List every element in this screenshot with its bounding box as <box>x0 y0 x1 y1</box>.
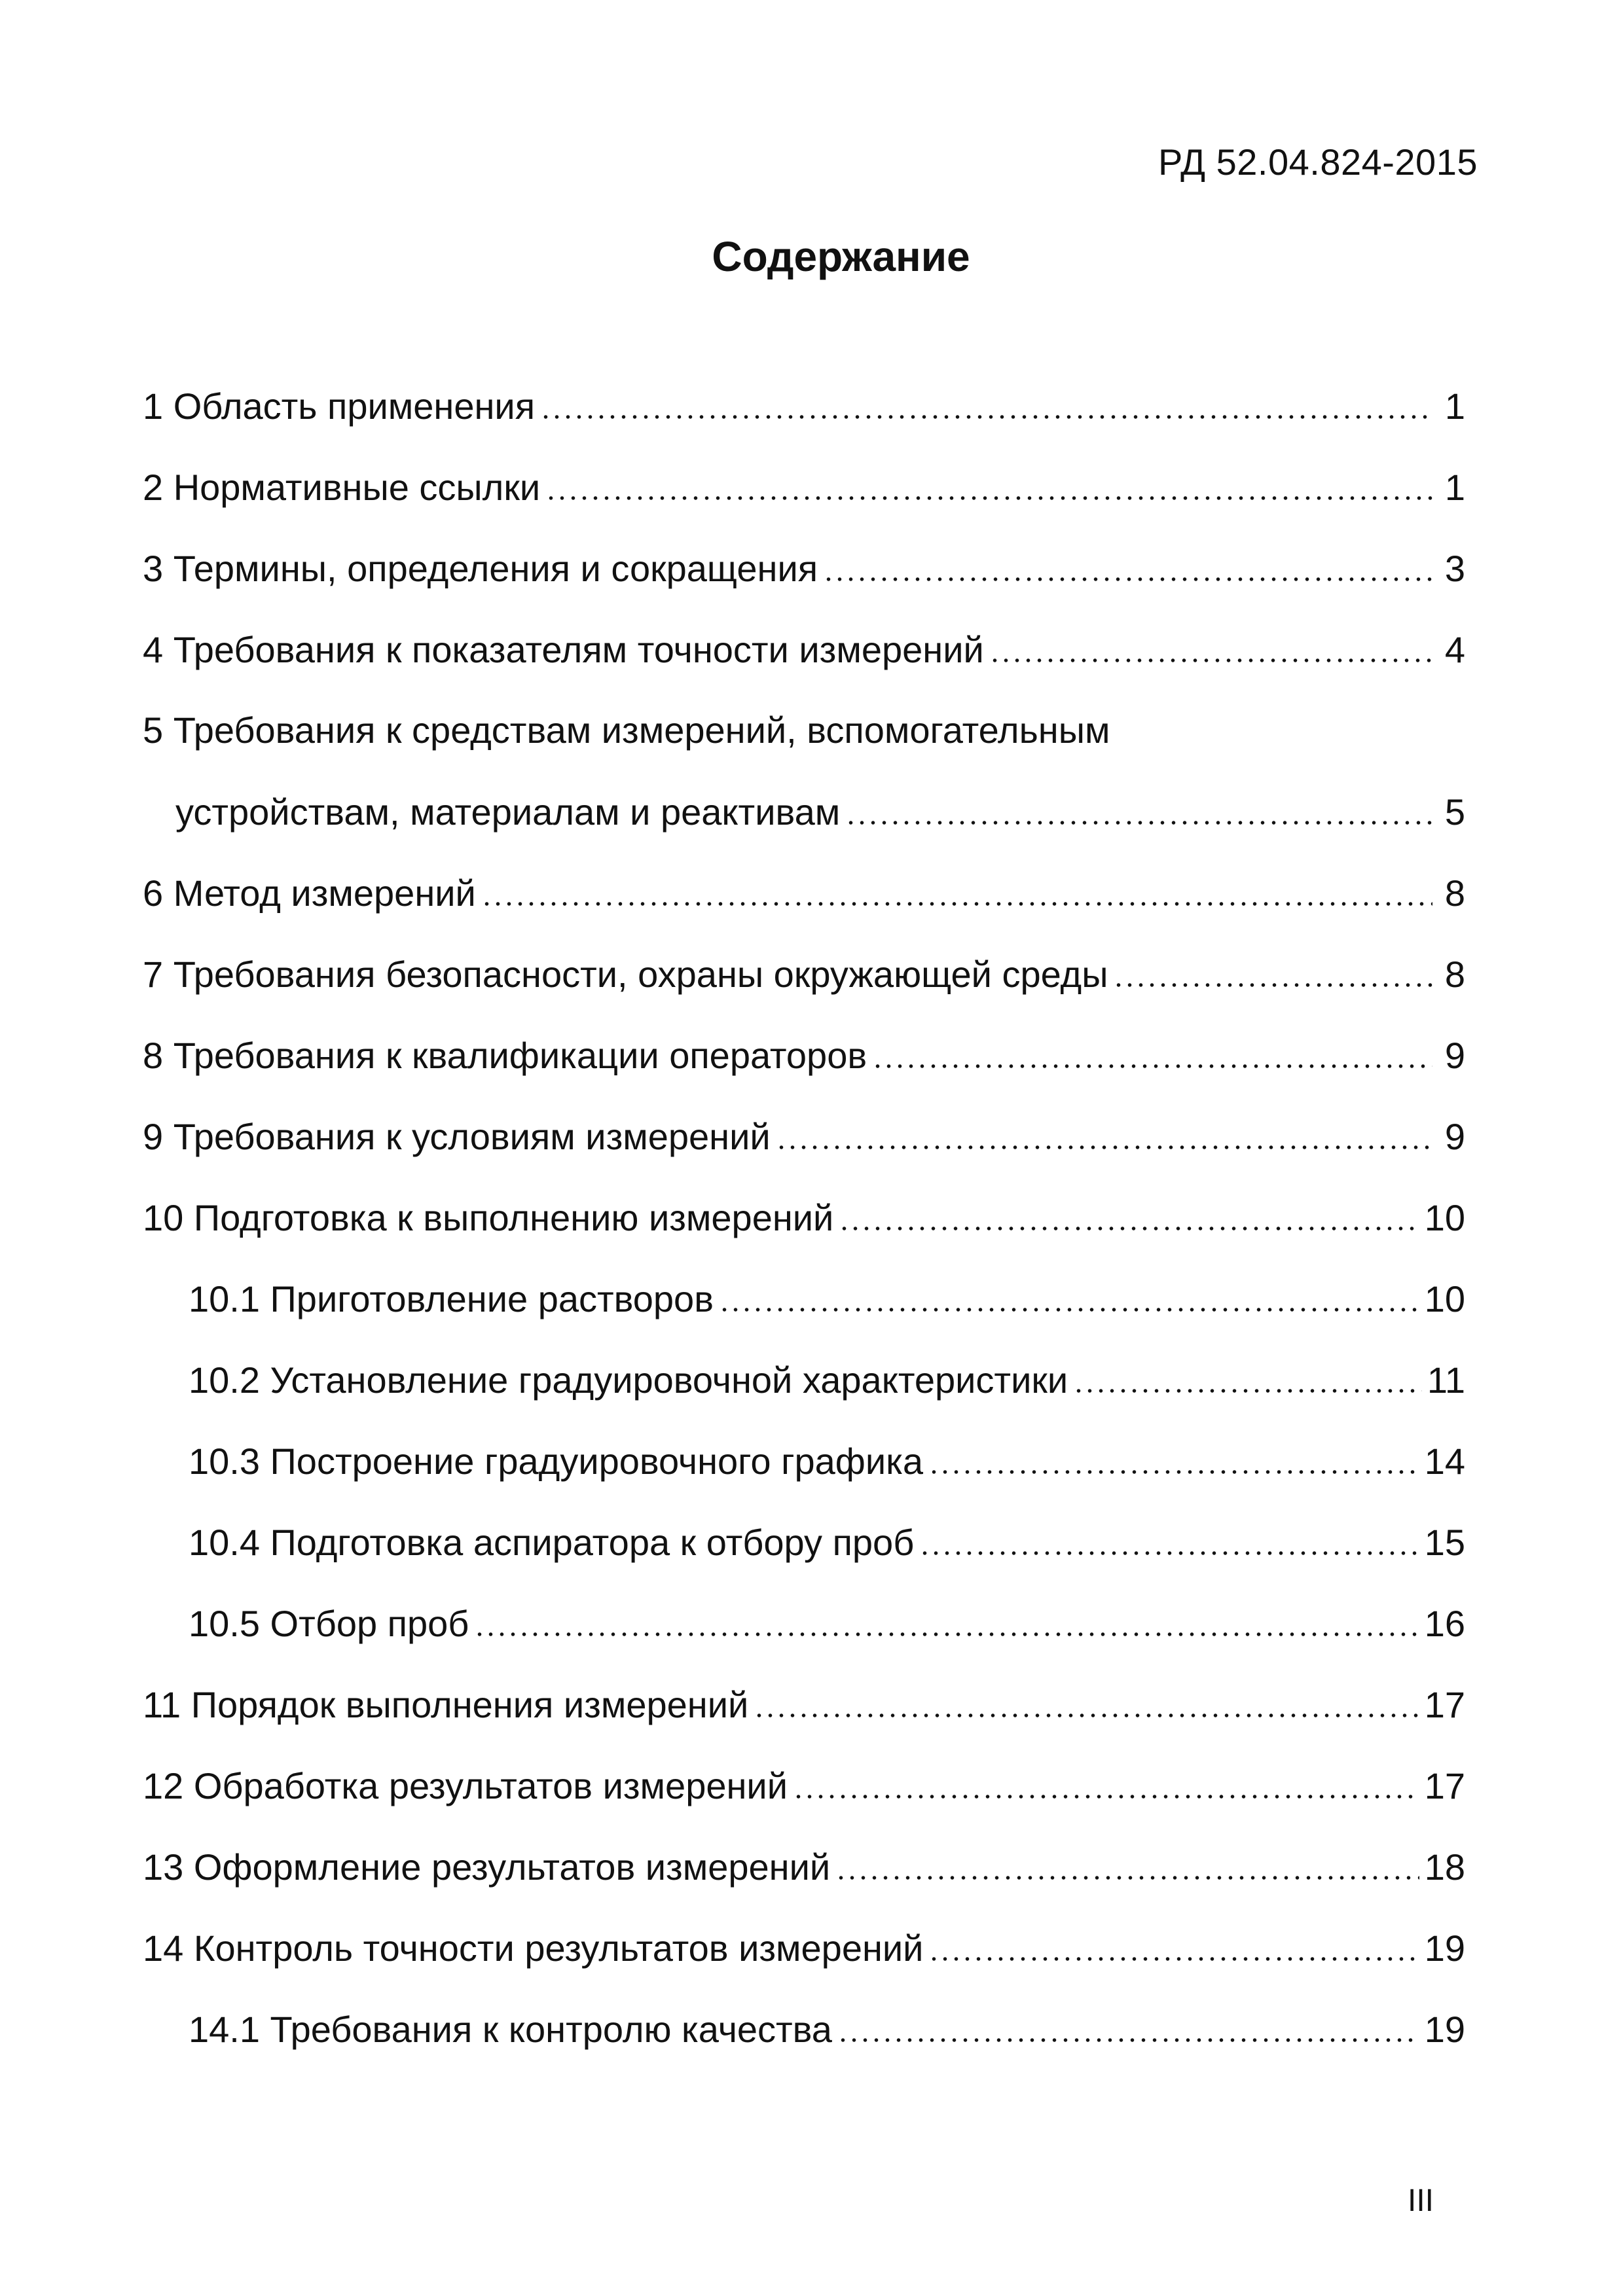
document-code: РД 52.04.824-2015 <box>1158 141 1478 183</box>
toc-entry-label: 11 Порядок выполнения измерений <box>143 1684 749 1725</box>
toc-entry-page: 4 <box>1444 629 1465 670</box>
toc-entry[interactable] <box>143 1191 1465 1272</box>
dot-leader <box>545 461 1432 500</box>
toc-entry-label: 3 Термины, определения и сокращения <box>143 548 818 589</box>
dot-leader <box>823 542 1432 581</box>
toc-subentry[interactable] <box>143 1272 1465 1354</box>
dot-leader <box>719 1272 1419 1312</box>
toc-entry-label: 7 Требования безопасности, охраны окружающей среды <box>143 954 1108 995</box>
dot-leader <box>1113 948 1432 987</box>
dot-leader <box>776 1110 1432 1149</box>
toc-entry[interactable] <box>143 623 1465 704</box>
dot-leader <box>845 785 1432 825</box>
toc-subentry[interactable] <box>143 1354 1465 1435</box>
toc-entry-label: 9 Требования к условиям измерений <box>143 1116 771 1157</box>
toc-entry[interactable] <box>143 1922 1465 2003</box>
toc-entry-page: 10 <box>1424 1278 1465 1319</box>
toc-entry[interactable] <box>143 542 1465 623</box>
toc-entry-page: 15 <box>1424 1522 1465 1563</box>
toc-entry-page: 8 <box>1444 954 1465 995</box>
toc-entry-label: 14 Контроль точности результатов измерений <box>143 1928 924 1969</box>
toc-entry-page: 9 <box>1444 1035 1465 1076</box>
toc-entry-label: 8 Требования к квалификации операторов <box>143 1035 867 1076</box>
toc-entry[interactable] <box>143 1110 1465 1191</box>
toc-entry[interactable] <box>143 1759 1465 1840</box>
dot-leader <box>1073 1354 1422 1393</box>
toc-entry-label: 10.1 Приготовление растворов <box>189 1278 714 1319</box>
toc-entry-page: 3 <box>1444 548 1465 589</box>
toc-entry-label: 14.1 Требования к контролю качества <box>189 2009 832 2050</box>
toc-entry[interactable] <box>143 867 1465 948</box>
toc-entry-label: устройствам, материалам и реактивам <box>175 791 841 833</box>
toc-entry-page: 10 <box>1424 1197 1465 1238</box>
dot-leader <box>989 623 1432 662</box>
toc-entry[interactable] <box>143 704 1465 785</box>
toc-entry-label: 13 Оформление результатов измерений <box>143 1846 831 1888</box>
toc-entry-page: 8 <box>1444 872 1465 914</box>
page-number: III <box>1408 2183 1434 2218</box>
dot-leader <box>837 2003 1419 2042</box>
toc-entry[interactable] <box>143 1678 1465 1759</box>
toc-entry-page: 1 <box>1444 386 1465 427</box>
toc-entry-label: 4 Требования к показателям точности измерений <box>143 629 984 670</box>
dot-leader <box>754 1678 1419 1717</box>
toc-entry-page: 5 <box>1444 791 1465 833</box>
toc-entry-page: 19 <box>1424 1928 1465 1969</box>
dot-leader <box>540 380 1432 419</box>
toc-entry-label: 10.4 Подготовка аспиратора к отбору проб <box>189 1522 915 1563</box>
dot-leader <box>919 1516 1419 1555</box>
toc-entry-page: 1 <box>1444 467 1465 508</box>
toc-entry-label: 10.3 Построение градуировочного графика <box>189 1441 924 1482</box>
toc-entry-page: 18 <box>1424 1846 1465 1888</box>
toc-entry-label: 12 Обработка результатов измерений <box>143 1765 788 1806</box>
dot-leader <box>474 1597 1419 1636</box>
toc-entry-page: 17 <box>1424 1765 1465 1806</box>
toc-entry-label: 10 Подготовка к выполнению измерений <box>143 1197 834 1238</box>
toc-entry[interactable] <box>143 461 1465 542</box>
toc-entry-page: 17 <box>1424 1684 1465 1725</box>
toc-entry-label: 6 Метод измерений <box>143 872 476 914</box>
toc-entry[interactable] <box>143 1840 1465 1922</box>
toc-subentry[interactable] <box>143 2003 1465 2084</box>
dot-leader <box>793 1759 1419 1799</box>
toc-entry-label: 1 Область применения <box>143 386 536 427</box>
dot-leader <box>839 1191 1419 1230</box>
toc-entry[interactable] <box>143 948 1465 1029</box>
toc-subentry[interactable] <box>143 1435 1465 1516</box>
toc-entry-page: 9 <box>1444 1116 1465 1157</box>
toc-entry-page: 11 <box>1427 1359 1465 1401</box>
page-title: Содержание <box>712 233 970 280</box>
toc-entry-label: 10.2 Установление градуировочной характеристики <box>189 1359 1068 1401</box>
dot-leader <box>872 1029 1432 1068</box>
dot-leader <box>835 1840 1419 1880</box>
toc-entry-continuation[interactable] <box>143 785 1465 867</box>
toc-entry[interactable] <box>143 1029 1465 1110</box>
toc-entry-page: 14 <box>1424 1441 1465 1482</box>
toc-entry-label: 10.5 Отбор проб <box>189 1603 469 1644</box>
toc-entry[interactable] <box>143 380 1465 461</box>
toc-entry-page: 19 <box>1424 2009 1465 2050</box>
toc-subentry[interactable] <box>143 1597 1465 1678</box>
dot-leader <box>481 867 1432 906</box>
toc-entry-label: 2 Нормативные ссылки <box>143 467 541 508</box>
dot-leader <box>928 1435 1419 1474</box>
toc-entry-label: 5 Требования к средствам измерений, вспомогательным <box>143 709 1110 751</box>
dot-leader <box>928 1922 1419 1961</box>
toc-subentry[interactable] <box>143 1516 1465 1597</box>
toc-entry-page: 16 <box>1424 1603 1465 1644</box>
table-of-contents <box>143 380 1465 2084</box>
